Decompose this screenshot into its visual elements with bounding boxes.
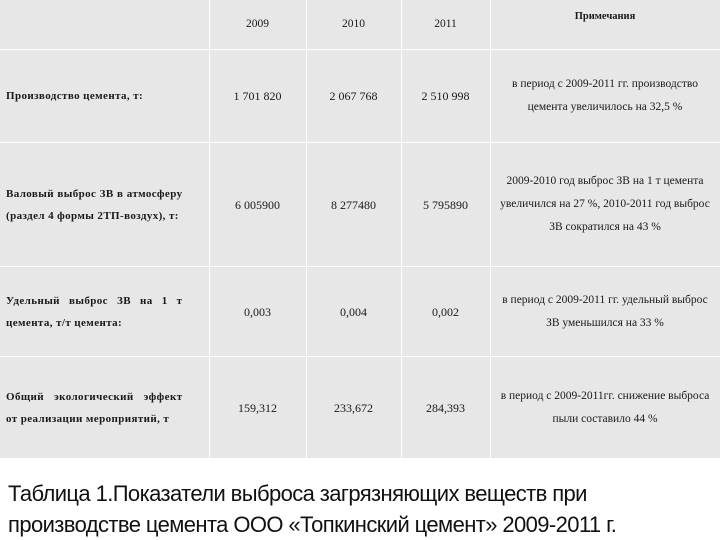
header-year-2010: 2010	[306, 0, 401, 50]
row-note: в период с 2009-2011 гг. удельный выброс ЗВ уменьшился на 33 %	[490, 267, 720, 357]
table-row	[0, 143, 720, 267]
header-notes: Примечания	[490, 0, 720, 50]
table-row	[0, 50, 720, 143]
value-2011: 284,393	[401, 357, 490, 459]
value-2011: 2 510 998	[401, 50, 490, 143]
row-label	[0, 357, 209, 459]
value-2010: 0,004	[306, 267, 401, 357]
table-header-row	[0, 0, 720, 50]
row-note: в период с 2009-2011гг. снижение выброса пыли составило 44 %	[490, 357, 720, 459]
value-2009: 6 005900	[209, 143, 306, 267]
header-empty-cell	[0, 0, 209, 50]
header-year-2009: 2009	[209, 0, 306, 50]
row-note: 2009-2010 год выброс ЗВ на 1 т цемента увеличился на 27 %, 2010-2011 год выброс ЗВ сократился на 43 %	[490, 143, 720, 267]
row-label-text: Удельный выброс ЗВ на 1 т цемента, т/т цемента:	[6, 294, 183, 329]
value-2009: 159,312	[209, 357, 306, 459]
row-label	[0, 143, 209, 267]
value-2010: 233,672	[306, 357, 401, 459]
value-2010: 2 067 768	[306, 50, 401, 143]
value-2011: 5 795890	[401, 143, 490, 267]
row-label-text: Общий экологический эффект от реализации мероприятий, т	[6, 390, 183, 425]
table-row	[0, 267, 720, 357]
row-label-text: Производство цемента, т:	[6, 90, 144, 102]
row-label-text: Валовый выброс ЗВ в атмосферу (раздел 4 формы 2ТП-воздух), т:	[6, 187, 183, 222]
value-2009: 1 701 820	[209, 50, 306, 143]
row-label	[0, 267, 209, 357]
value-2010: 8 277480	[306, 143, 401, 267]
table-caption: Таблица 1.Показатели выброса загрязняющих веществ при производстве цемента ООО «Топкинский цемент» 2009-2011 г.	[8, 481, 617, 537]
table-row	[0, 357, 720, 459]
row-label	[0, 50, 209, 143]
value-2011: 0,002	[401, 267, 490, 357]
value-2009: 0,003	[209, 267, 306, 357]
header-year-2011: 2011	[401, 0, 490, 50]
row-note: в период с 2009-2011 гг. производство цемента увеличилось на 32,5 %	[490, 50, 720, 143]
